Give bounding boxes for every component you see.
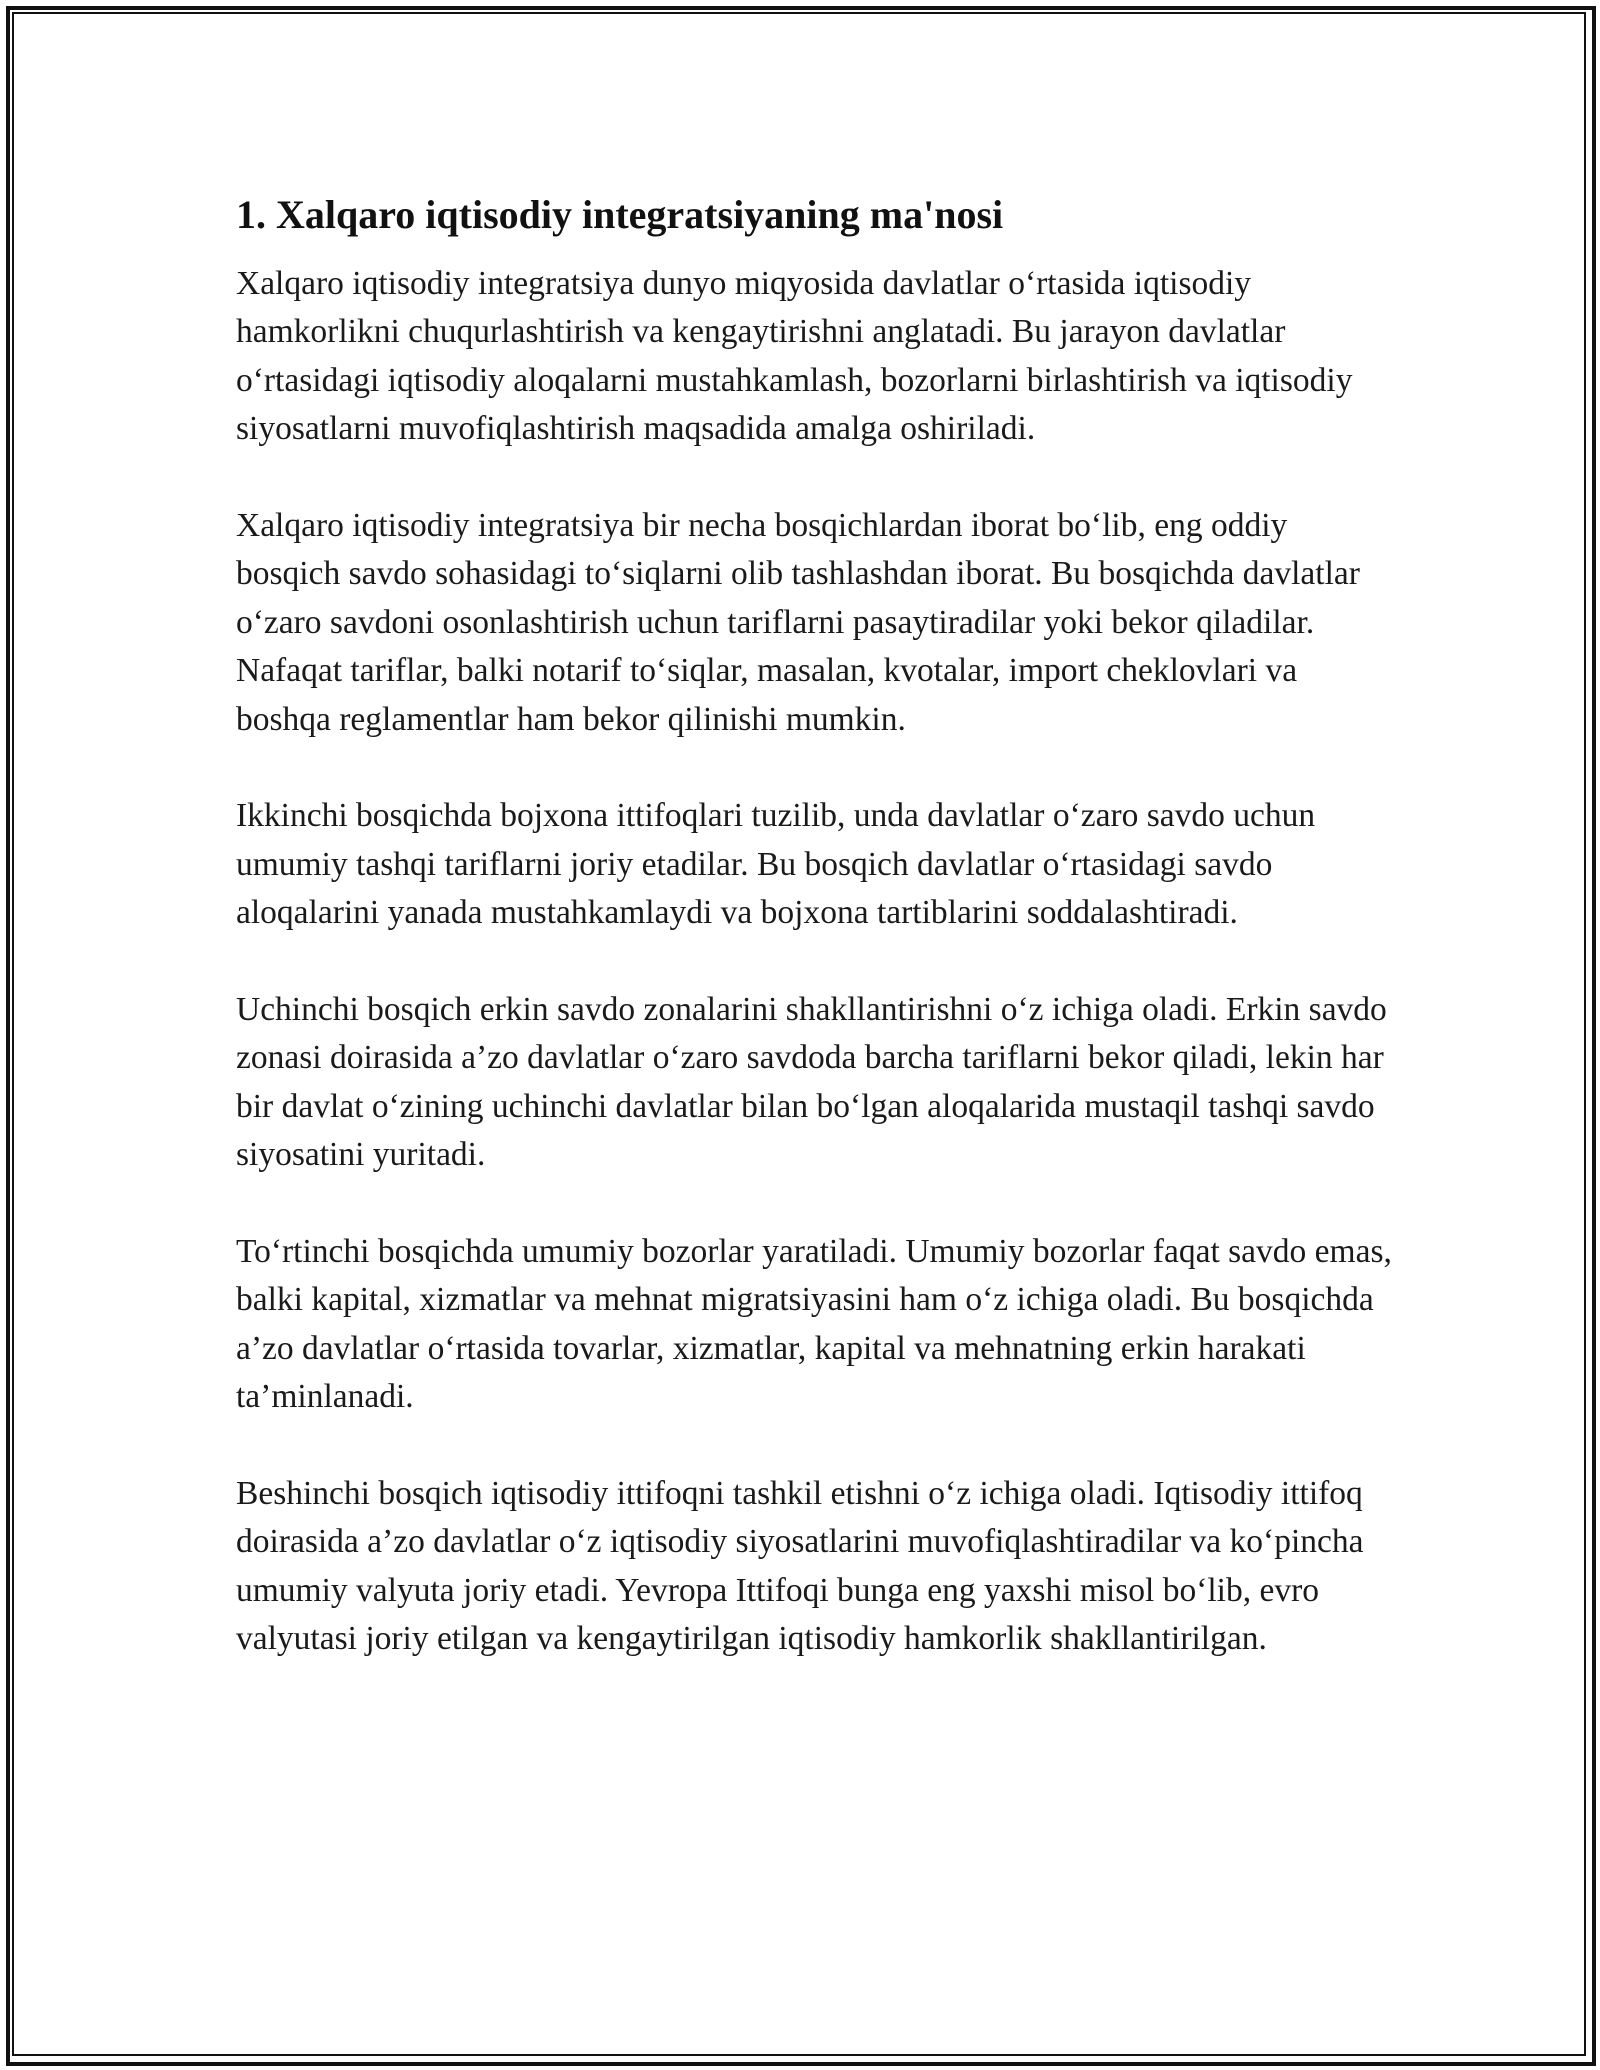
paragraph-stage-three: Uchinchi bosqich erkin savdo zonalarini shakllantirishni o‘z ichiga oladi. Erkin savdo zonasi doirasida a’zo davlatlar o‘zaro savdoda barcha tariflarni bekor qiladi, lekin har bir davlat o‘zining uchinchi davlatlar bilan bo‘lgan aloqalarida mustaqil tashqi savdo siyosatini yuritadi. — [236, 991, 1387, 1174]
document-body — [236, 180, 1396, 1664]
paragraph-stage-four: To‘rtinchi bosqichda umumiy bozorlar yaratiladi. Umumiy bozorlar faqat savdo emas, balki kapital, xizmatlar va mehnat migratsiyasini ham o‘z ichiga oladi. Bu bosqichda a’zo davlatlar o‘rtasida tovarlar, xizmatlar, kapital va mehnatning erkin harakati ta’minlanadi. — [236, 1233, 1392, 1416]
section-heading: 1. Xalqaro iqtisodiy integratsiyaning ma'nosi — [236, 192, 1004, 237]
paragraph-stage-two: Ikkinchi bosqichda bojxona ittifoqlari tuzilib, unda davlatlar o‘zaro savdo uchun umumiy tashqi tariflarni joriy etadilar. Bu bosqich davlatlar o‘rtasidagi savdo aloqalarini yanada mustahkamlaydi va bojxona tartiblarini soddalashtiradi. — [236, 797, 1316, 932]
paragraph-stage-five: Beshinchi bosqich iqtisodiy ittifoqni tashkil etishni o‘z ichiga oladi. Iqtisodiy ittifoq doirasida a’zo davlatlar o‘z iqtisodiy siyosatlarini muvofiqlashtiradilar va ko‘pincha umumiy valyuta joriy etadi. Yevropa Ittifoqi bunga eng yaxshi misol bo‘lib, evro valyutasi joriy etilgan va kengaytirilgan iqtisodiy hamkorlik shakllantirilgan. — [236, 1475, 1364, 1658]
paragraph-stage-one: Xalqaro iqtisodiy integratsiya bir necha bosqichlardan iborat bo‘lib, eng oddiy bosqich savdo sohasidagi to‘siqlarni olib tashlashdan iborat. Bu bosqichda davlatlar o‘zaro savdoni osonlashtirish uchun tariflarni pasaytiradilar yoki bekor qiladilar. Nafaqat tariflar, balki notarif to‘siqlar, masalan, kvotalar, import cheklovlari va boshqa reglamentlar ham bekor qilinishi mumkin. — [236, 507, 1360, 738]
paragraph-definition: Xalqaro iqtisodiy integratsiya dunyo miqyosida davlatlar o‘rtasida iqtisodiy hamkorlikni chuqurlashtirish va kengaytirishni anglatadi. Bu jarayon davlatlar o‘rtasidagi iqtisodiy aloqalarni mustahkamlash, bozorlarni birlashtirish va iqtisodiy siyosatlarni muvofiqlashtirish maqsadida amalga oshiriladi. — [236, 265, 1353, 448]
